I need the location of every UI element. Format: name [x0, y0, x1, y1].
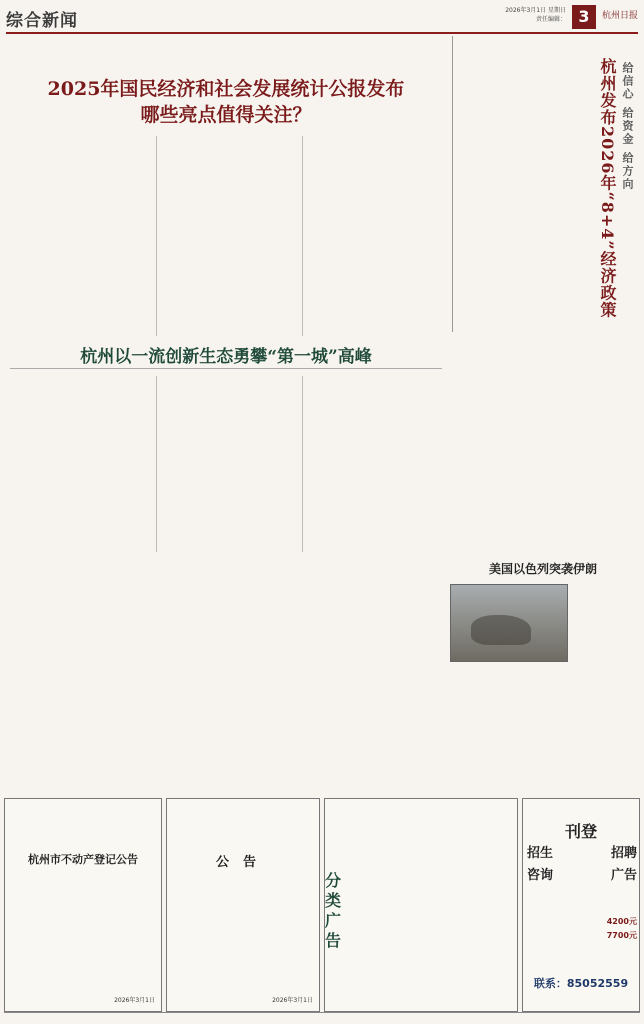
classified-char: 类 [325, 891, 342, 910]
ad-recruit [522, 798, 640, 1012]
ad-kan: 刊登 [564, 822, 597, 841]
ad-category: 招聘 [610, 846, 637, 861]
ad-title: 公告 [215, 855, 270, 870]
feature-kicker: 给信心 给资金 给方向 [621, 62, 634, 191]
ad-category: 广告 [610, 868, 637, 883]
news-photo [450, 584, 568, 662]
column-rule [302, 136, 303, 336]
ad-category: 咨询 [527, 868, 554, 883]
feature-title: 杭州发布2026年“8+4”经济政策 [598, 58, 617, 319]
ad-date: 2026年3月1日 [114, 997, 155, 1004]
ad-row [527, 843, 637, 865]
column-rule [302, 376, 303, 552]
world-headline: 美国以色列突袭伊朗 [488, 562, 597, 576]
section-name: 综合新闻 [6, 11, 78, 31]
lead-headline [10, 76, 442, 128]
classified-char: 告 [325, 931, 342, 950]
editor-line: 责任编辑： [535, 16, 566, 23]
ad-notice [166, 798, 320, 1012]
lead-headline-line1: 2025年国民经济和社会发展统计公报发布 [47, 78, 405, 100]
classified-char: 分 [325, 871, 342, 890]
ads-row [4, 798, 640, 1012]
world-news [448, 548, 638, 794]
price-value: 4200元 [606, 917, 637, 926]
paper-name: 杭州日报 [601, 11, 638, 21]
ad-row [527, 865, 637, 887]
masthead [6, 4, 638, 34]
classified-ads-label [325, 871, 389, 955]
price-row [527, 915, 637, 929]
ad-real-estate [4, 798, 162, 1012]
masthead-info [505, 6, 566, 24]
footer-strip [4, 1012, 640, 1024]
date-line: 2026年3月1日 星期日 [505, 7, 566, 14]
price-value: 7700元 [606, 931, 637, 940]
column-rule [156, 376, 157, 552]
ad-classified [324, 798, 518, 1012]
column-rule [156, 136, 157, 336]
ad-date: 2026年3月1日 [272, 997, 313, 1004]
classified-char: 广 [325, 911, 342, 930]
ad-phone: 联系：85052559 [533, 977, 629, 990]
divider [10, 368, 442, 369]
ad-categories [527, 843, 637, 887]
ad-title: 杭州市不动产登记公告 [28, 853, 138, 866]
page-number: 3 [572, 5, 596, 29]
ad-category: 招生 [527, 846, 554, 861]
lead-headline-line2: 哪些亮点值得关注？ [140, 104, 312, 126]
feature-story [452, 36, 638, 332]
second-headline: 杭州以一流创新生态勇攀“第一城”高峰 [80, 347, 372, 367]
price-row [527, 929, 637, 943]
ad-prices [527, 915, 637, 943]
feature-headline [453, 54, 639, 324]
